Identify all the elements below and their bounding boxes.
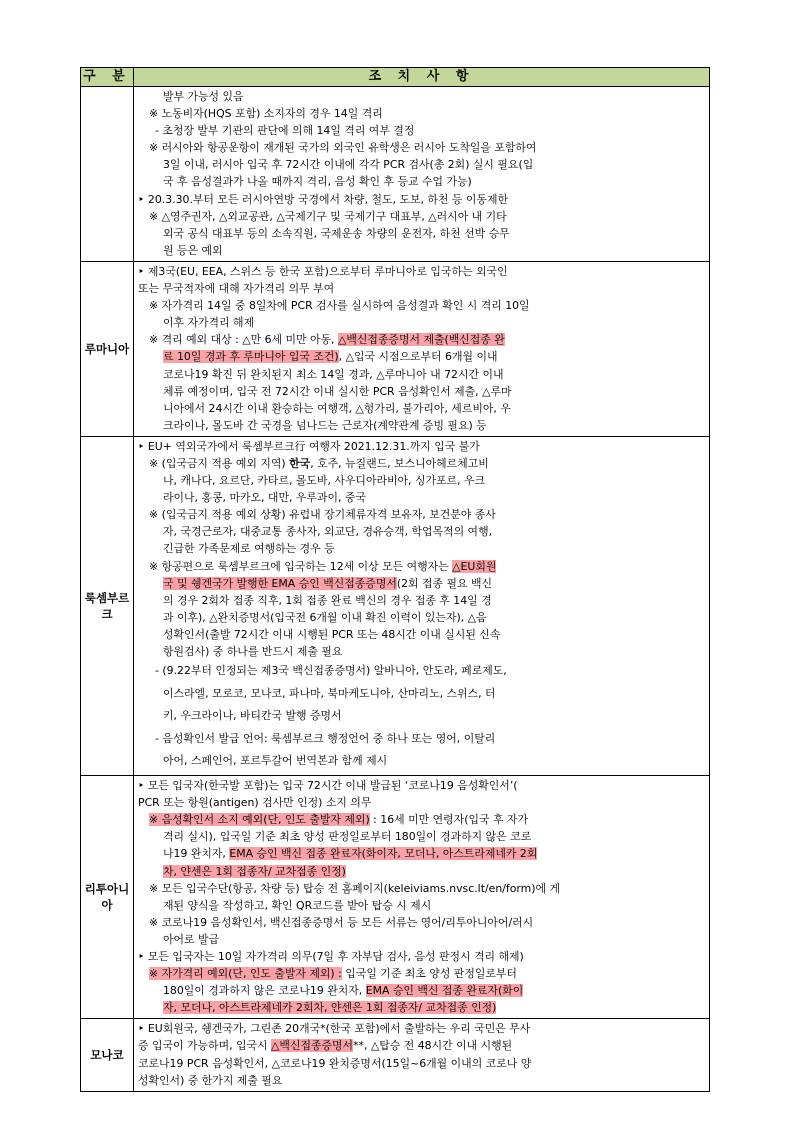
table-body xyxy=(81,87,710,1092)
text-segment: ※ 러시아와 항공운항이 재개된 국가의 외국인 유학생은 러시아 도착일을 포함하여 xyxy=(149,141,537,155)
measures-cell xyxy=(134,87,710,262)
text-segment: 아어, 스페인어, 포르투갈어 번역본과 함께 제시 xyxy=(163,754,388,768)
measure-line xyxy=(138,845,704,862)
measure-line xyxy=(138,1037,704,1054)
text-segment: 국 후 음성결과가 나올 때까지 격리, 음성 확인 후 등교 수업 가능) xyxy=(163,175,472,189)
measure-line xyxy=(138,122,704,139)
highlighted-text: △백신접종증명서 xyxy=(271,1039,354,1053)
measure-line xyxy=(138,297,704,314)
text-segment: 코로나19 PCR 음성확인서, △코로나19 완치증명서(15일~6개월 이내의 코로나 양 xyxy=(138,1056,532,1070)
measure-line xyxy=(138,880,704,897)
table-row xyxy=(81,87,710,262)
measure-line xyxy=(138,366,704,383)
measure-line xyxy=(138,660,704,683)
measure-line xyxy=(138,982,704,999)
text-segment: 나19 완치자, xyxy=(163,847,230,861)
text-segment: ‣ 모든 입국자(한국발 포함)는 입국 72시간 이내 발급된 ‘코로나19 음성확인서’( xyxy=(138,779,518,793)
measure-line xyxy=(138,931,704,948)
measure-line xyxy=(138,455,704,472)
measure-line xyxy=(138,575,704,592)
measure-line xyxy=(138,728,704,751)
measure-line xyxy=(138,383,704,400)
highlighted-text: △백신접종증명서 제출(백신접종 완 xyxy=(337,333,505,347)
text-segment: 크라이나, 몰도바 간 국경을 넘나드는 근로자(계약관계 증빙 필요) 등 xyxy=(163,418,487,432)
measure-line xyxy=(138,897,704,914)
text-segment: 항원검사) 중 하나를 반드시 제출 필요 xyxy=(163,645,343,658)
text-segment: , △입국 시점으로부터 6개월 이내 xyxy=(338,350,498,364)
text-segment: 키, 우크라이나, 바티칸국 발행 증명서 xyxy=(163,709,342,723)
text-segment: 자, 국경근로자, 대중교통 종사자, 외교단, 경유승객, 학업목적의 여행, xyxy=(163,525,493,539)
text-segment: 180일이 경과하지 않은 코로나19 완치자, xyxy=(163,984,366,998)
text-segment: 코로나19 확진 뒤 완치된지 최소 14일 경과, △루마니아 내 72시간 이내 xyxy=(163,367,504,381)
text-segment: ‣ 제3국(EU, EEA, 스위스 등 한국 포함)으로부터 루마니아로 입국하는 외국인 xyxy=(138,264,508,278)
measure-line xyxy=(138,914,704,931)
highlighted-text: 자, 모더나, 아스트라제네카 2회차, 얀센은 1회 접종자/ 교차접종 인정) xyxy=(163,1001,497,1015)
text-segment: - 음성확인서 발급 언어: 룩셈부르크 행정언어 중 하나 또는 영어, 이탈리 xyxy=(155,731,496,745)
measure-line xyxy=(138,208,704,225)
text-segment: **, △탑승 전 48시간 이내 시행된 xyxy=(353,1039,513,1053)
text-segment: , 호주, 뉴질랜드, 보스니아헤르체고비 xyxy=(310,456,489,470)
measure-line xyxy=(138,348,704,365)
text-segment: 재된 양식을 작성하고, 확인 QR코드를 받아 탑승 시 제시 xyxy=(163,898,432,912)
text-segment: : 16세 미만 연령자(입국 후 자가 xyxy=(369,813,528,827)
text-segment: ‣ 20.3.30.부터 모든 러시아연방 국경에서 차량, 철도, 도보, 하천 등 이동제한 xyxy=(138,192,508,206)
measure-line xyxy=(138,523,704,540)
text-segment: ※ 항공편으로 룩셈부르크에 입국하는 12세 이상 모든 여행자는 xyxy=(149,559,453,573)
text-segment: ※ 격리 예외 대상 : △만 6세 미만 아동, xyxy=(149,333,338,347)
text-segment: ※ △영주권자, △외교공관, △국제기구 및 국제기구 대표부, △러시아 내 기타 xyxy=(149,209,507,223)
measure-line xyxy=(138,105,704,122)
measure-line xyxy=(138,506,704,523)
measure-line xyxy=(138,472,704,489)
measure-line xyxy=(138,314,704,331)
highlighted-text: EMA 승인 백신 접종 완료자(화이 xyxy=(365,984,524,998)
measure-line xyxy=(138,794,704,811)
table-row xyxy=(81,436,710,775)
header-measures: 조 치 사 항 xyxy=(134,68,710,87)
measure-line xyxy=(138,173,704,190)
text-segment: 3일 이내, 러시아 입국 후 72시간 이내에 각각 PCR 검사(총 2회) 실시 필요(입 xyxy=(163,158,534,172)
measure-line xyxy=(138,683,704,706)
measure-line xyxy=(138,626,704,643)
bold-text: 한국 xyxy=(289,456,311,470)
measure-line xyxy=(138,417,704,434)
measure-line xyxy=(138,609,704,626)
measure-line xyxy=(138,1020,704,1037)
country-cell: 모나코 xyxy=(81,1019,134,1091)
highlighted-text: 차, 얀센은 1회 접종자/ 교차접종 인정) xyxy=(163,864,346,878)
measure-line xyxy=(138,242,704,259)
table-row xyxy=(81,1019,710,1091)
measure-line xyxy=(138,489,704,506)
table-header-row xyxy=(81,68,710,87)
text-segment: 증 입국이 가능하며, 입국시 xyxy=(138,1039,272,1053)
text-segment: 의 경우 2회차 접종 직후, 1회 접종 완료 백신의 경우 접종 후 14일 경 xyxy=(163,593,492,607)
text-segment: - 초청장 발부 기관의 판단에 의해 14일 격리 여부 결정 xyxy=(155,124,415,138)
measure-line xyxy=(138,811,704,828)
text-segment: ‣ EU+ 역외국가에서 룩셈부르크行 여행자 2021.12.31.까지 입국 불가 xyxy=(138,439,480,453)
measure-line xyxy=(138,156,704,173)
measure-line xyxy=(138,438,704,455)
text-segment: 니아에서 24시간 이내 환승하는 여행객, △헝가리, 불가리아, 세르비아, 우 xyxy=(163,401,511,415)
country-cell: 리투아니아 xyxy=(81,776,134,1019)
measure-line xyxy=(138,828,704,845)
measures-cell xyxy=(134,261,710,436)
measure-line xyxy=(138,777,704,794)
measure-line xyxy=(138,705,704,728)
measure-line xyxy=(138,1072,704,1089)
text-segment: 외국 공식 대표부 등의 소속직원, 국제운송 차량의 운전자, 하천 선박 승무 xyxy=(163,226,510,240)
measure-line xyxy=(138,863,704,880)
highlighted-text: ※ 음성확인서 소지 예외(단, 인도 출발자 제외) xyxy=(149,813,370,827)
text-segment: 입국일 기준 최초 양성 판정일로부터 xyxy=(341,967,517,981)
text-segment: PCR 또는 항원(antigen) 검사만 인정) 소지 의무 xyxy=(138,796,372,810)
text-segment: 라이나, 홍콩, 마카오, 대만, 우루과이, 중국 xyxy=(163,491,366,505)
text-segment: - (9.22부터 인정되는 제3국 백신접종증명서) 알바니아, 안도라, 페로제도, xyxy=(155,664,507,678)
highlighted-text: △EU회원 xyxy=(452,559,497,573)
measures-cell xyxy=(134,1019,710,1091)
highlighted-text: ※ 자가격리 예외(단, 인도 출발자 제외) : xyxy=(149,967,342,981)
text-segment: ※ 노동비자(HQS 포함) 소지자의 경우 14일 격리 xyxy=(149,107,383,121)
measure-line xyxy=(138,331,704,348)
measure-line xyxy=(138,558,704,575)
text-segment: ※ 코로나19 음성확인서, 백신접종증명서 등 모든 서류는 영어/리투아니아어/러시 xyxy=(149,915,534,929)
text-segment: 원 등은 예외 xyxy=(163,243,223,257)
text-segment: 이스라엘, 모로코, 모나코, 파나마, 북마케도니아, 산마리노, 스위스, 터 xyxy=(163,686,496,700)
measures-cell xyxy=(134,436,710,775)
text-segment: 격리 실시), 입국일 기준 최초 양성 판정일로부터 180일이 경과하지 않은 코로 xyxy=(163,830,532,844)
text-segment: ‣ 모든 입국자는 10일 자가격리 의무(7일 후 자부담 검사, 음성 판정시 격리 해제) xyxy=(138,950,524,963)
text-segment: ※ (입국금지 적용 예외 지역) xyxy=(149,456,290,470)
measure-line xyxy=(138,540,704,557)
text-segment: (2회 접종 필요 백신 xyxy=(396,576,493,590)
text-segment: 성확인서) 중 한가지 제출 필요 xyxy=(138,1073,283,1087)
measure-line xyxy=(138,592,704,609)
table-row xyxy=(81,261,710,436)
measure-line xyxy=(138,750,704,773)
highlighted-text: 료 10일 경과 후 루마니아 입국 조건) xyxy=(163,350,339,364)
measure-line xyxy=(138,999,704,1016)
text-segment: 과 이후), △완치증명서(입국전 6개월 이내 확진 이력이 있는자), △음 xyxy=(163,610,487,624)
highlighted-text: 국 및 쉥겐국가 발행한 EMA 승인 백신접종증명서 xyxy=(163,576,397,590)
text-segment: 긴급한 가족문제로 여행하는 경우 등 xyxy=(163,542,335,556)
measures-cell xyxy=(134,776,710,1019)
measure-line xyxy=(138,225,704,242)
measure-line xyxy=(138,191,704,208)
text-segment: ‣ EU회원국, 쉥겐국가, 그린존 20개국*(한국 포함)에서 출발하는 우리 국민은 무사 xyxy=(138,1022,531,1036)
country-cell xyxy=(81,87,134,262)
measure-line xyxy=(138,263,704,280)
measures-table xyxy=(80,67,710,1092)
text-segment: 아어로 발급 xyxy=(163,932,220,946)
measure-line xyxy=(138,948,704,965)
table-row xyxy=(81,776,710,1019)
measure-line xyxy=(138,965,704,982)
text-segment: 이후 자가격리 해제 xyxy=(163,316,255,330)
measure-line xyxy=(138,400,704,417)
header-category: 구 분 xyxy=(81,68,134,87)
text-segment: 발부 가능성 있음 xyxy=(163,90,244,103)
text-segment: 성확인서(출발 72시간 이내 시행된 PCR 또는 48시간 이내 실시된 신속 xyxy=(163,627,501,641)
measure-line xyxy=(138,139,704,156)
highlighted-text: EMA 승인 백신 접종 완료자(화이자, 모더나, 아스트라제네카 2회 xyxy=(229,847,538,861)
measure-line xyxy=(138,88,704,105)
text-segment: 또는 무국적자에 대해 자가격리 의무 부여 xyxy=(138,282,335,296)
measure-line xyxy=(138,280,704,297)
measure-line xyxy=(138,1055,704,1072)
country-cell: 룩셈부르크 xyxy=(81,436,134,775)
text-segment: ※ (입국금지 적용 예외 상황) 유럽내 장기체류자격 보유자, 보건분야 종사 xyxy=(149,508,496,522)
measure-line xyxy=(138,643,704,660)
country-cell: 루마니아 xyxy=(81,261,134,436)
text-segment: 체류 예정이며, 입국 전 72시간 이내 실시한 PCR 음성확인서 제출, △루마 xyxy=(163,384,512,398)
text-segment: ※ 모든 입국수단(항공, 차량 등) 탑승 전 홈페이지(keleiviams.nvsc.lt/en/form)에 게 xyxy=(149,881,561,895)
text-segment: ※ 자가격리 14일 중 8일차에 PCR 검사를 실시하여 음성결과 확인 시 격리 10일 xyxy=(149,299,530,313)
text-segment: 나, 캐나다, 요르단, 카타르, 몰도바, 사우디아라비아, 싱가포르, 우크 xyxy=(163,474,485,488)
